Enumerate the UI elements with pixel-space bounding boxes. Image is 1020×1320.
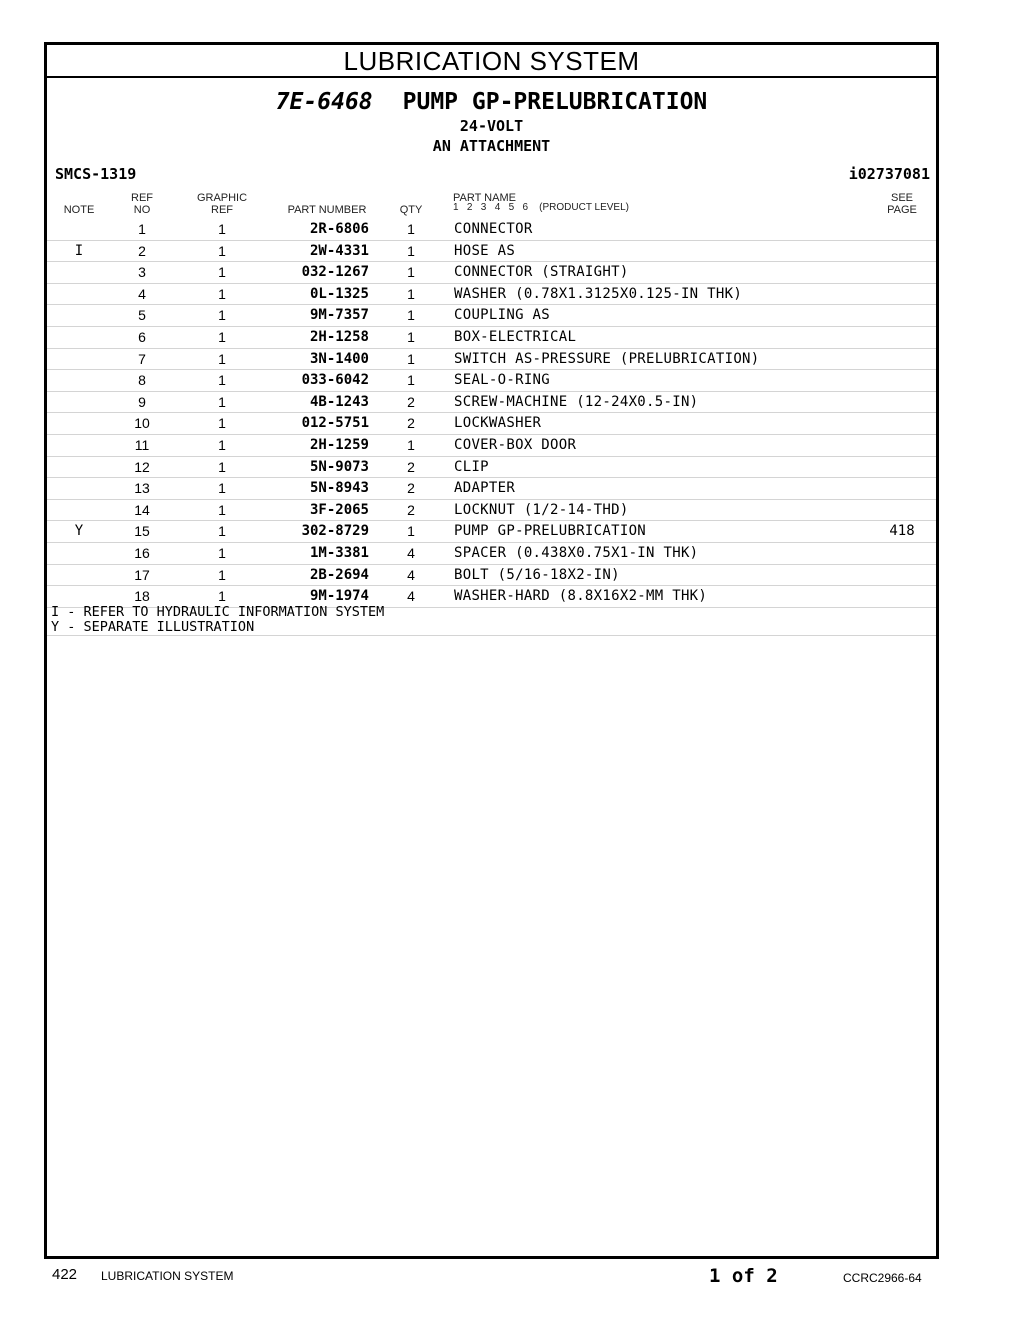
part-name: BOLT (5/16-18X2-IN): [454, 566, 620, 583]
part-ref-no: 1: [138, 221, 146, 237]
group-name: PUMP GP-PRELUBRICATION: [402, 89, 708, 115]
part-name: LOCKWASHER: [454, 415, 542, 432]
table-row: [47, 284, 936, 306]
part-ref-no: 15: [134, 523, 150, 540]
part-graphic-ref: 1: [218, 588, 226, 605]
table-row: [47, 543, 936, 565]
section-title: LUBRICATION SYSTEM: [47, 45, 936, 78]
part-graphic-ref: 1: [218, 307, 226, 324]
part-qty: 2: [407, 415, 415, 432]
group-number: 7E-6468: [275, 89, 373, 115]
part-ref-no: 10: [134, 415, 150, 432]
part-number: 2H-1258: [309, 328, 369, 345]
part-graphic-ref: 1: [218, 328, 226, 345]
col-see-page: [881, 192, 923, 216]
part-graphic-ref: 1: [218, 221, 226, 237]
table-row: [47, 241, 936, 263]
table-row: [47, 392, 936, 414]
part-name: COVER-BOX DOOR: [454, 436, 577, 453]
part-ref-no: 9: [138, 393, 146, 410]
part-graphic-ref: 1: [218, 501, 226, 518]
part-name: CONNECTOR (STRAIGHT): [454, 264, 629, 281]
table-row: [47, 457, 936, 479]
parts-table: [47, 219, 936, 608]
part-qty: 1: [407, 523, 415, 540]
table-row: [47, 219, 936, 241]
part-graphic-ref: 1: [218, 372, 226, 389]
part-number: 5N-8943: [309, 480, 369, 497]
table-row: [47, 478, 936, 500]
part-name: SEAL-O-RING: [454, 372, 551, 389]
table-row: [47, 521, 936, 543]
table-row: [47, 262, 936, 284]
part-ref-no: 6: [138, 328, 146, 345]
table-row: [47, 435, 936, 457]
table-row: [47, 413, 936, 435]
table-row: [47, 500, 936, 522]
notes-legend: [47, 605, 936, 636]
part-graphic-ref: 1: [218, 242, 226, 259]
part-graphic-ref: 1: [218, 523, 226, 540]
col-ref-no: [127, 192, 157, 216]
part-name: HOSE AS: [454, 242, 516, 259]
table-row: [47, 370, 936, 392]
part-qty: 2: [407, 501, 415, 518]
part-name: COUPLING AS: [454, 307, 551, 324]
part-graphic-ref: 1: [218, 285, 226, 302]
part-number: 2R-6806: [309, 221, 369, 237]
part-graphic-ref: 1: [218, 393, 226, 410]
part-number: 012-5751: [301, 415, 369, 432]
part-name: WASHER (0.78X1.3125X0.125-IN THK): [454, 285, 743, 302]
part-see-page: 418: [889, 523, 915, 540]
footer-code: CCRC2966-64: [843, 1271, 922, 1285]
part-name: SWITCH AS-PRESSURE (PRELUBRICATION): [454, 350, 760, 367]
part-name: CLIP: [454, 458, 489, 475]
part-name: WASHER-HARD (8.8X16X2-MM THK): [454, 588, 708, 605]
col-note: NOTE: [63, 204, 95, 216]
id-row: [47, 165, 936, 185]
part-number: 302-8729: [301, 523, 369, 540]
part-ref-no: 16: [134, 544, 150, 561]
part-name: ADAPTER: [454, 480, 516, 497]
col-qty: QTY: [399, 204, 423, 216]
part-ref-no: 18: [134, 588, 150, 605]
col-see-bottom: PAGE: [887, 204, 917, 216]
part-number: 5N-9073: [309, 458, 369, 475]
table-row: [47, 349, 936, 371]
note-y: Y - SEPARATE ILLUSTRATION: [51, 619, 255, 635]
page-frame: [44, 42, 939, 1259]
col-graphic-ref: [192, 192, 252, 216]
part-name: SCREW-MACHINE (12-24X0.5-IN): [454, 393, 699, 410]
column-headers: [47, 190, 936, 218]
part-name: LOCKNUT (1/2-14-THD): [454, 501, 629, 518]
col-product-levels: 1 2 3 4 5 6 (PRODUCT LEVEL): [453, 202, 629, 213]
footer-page-of: 1 of 2: [709, 1265, 778, 1287]
part-graphic-ref: 1: [218, 436, 226, 453]
part-graphic-ref: 1: [218, 458, 226, 475]
part-qty: 1: [407, 328, 415, 345]
part-ref-no: 17: [134, 566, 150, 583]
part-number: 032-1267: [301, 264, 369, 281]
part-graphic-ref: 1: [218, 264, 226, 281]
info-id: i02737081: [848, 165, 930, 183]
part-number: 9M-1974: [309, 588, 369, 605]
part-qty: 1: [407, 436, 415, 453]
part-number: 0L-1325: [309, 285, 369, 302]
table-row: [47, 305, 936, 327]
part-ref-no: 12: [134, 458, 150, 475]
part-graphic-ref: 1: [218, 544, 226, 561]
part-name: PUMP GP-PRELUBRICATION: [454, 523, 647, 540]
part-note: Y: [74, 523, 84, 540]
part-qty: 1: [407, 372, 415, 389]
table-row: [47, 565, 936, 587]
part-qty: 4: [407, 566, 415, 583]
smcs-code: SMCS-1319: [55, 165, 137, 183]
col-part-name: PART NAME: [453, 192, 516, 204]
part-graphic-ref: 1: [218, 480, 226, 497]
part-number: 1M-3381: [309, 544, 369, 561]
part-ref-no: 2: [138, 242, 146, 259]
part-ref-no: 5: [138, 307, 146, 324]
part-number: 2H-1259: [309, 436, 369, 453]
part-number: 3N-1400: [309, 350, 369, 367]
col-ref-top: REF: [131, 192, 153, 204]
part-ref-no: 14: [134, 501, 150, 518]
part-graphic-ref: 1: [218, 415, 226, 432]
part-note: I: [74, 242, 84, 259]
part-qty: 1: [407, 221, 415, 237]
part-qty: 1: [407, 242, 415, 259]
footer-page-number: 422: [52, 1266, 78, 1283]
part-qty: 1: [407, 350, 415, 367]
page-footer: [0, 1266, 1020, 1290]
part-qty: 4: [407, 544, 415, 561]
part-ref-no: 7: [138, 350, 146, 367]
part-qty: 1: [407, 285, 415, 302]
group-title-line: [47, 88, 936, 116]
part-qty: 1: [407, 307, 415, 324]
part-qty: 1: [407, 264, 415, 281]
group-attachment: AN ATTACHMENT: [432, 137, 551, 155]
col-part-number: PART NUMBER: [287, 204, 367, 216]
part-number: 033-6042: [301, 372, 369, 389]
group-header: [47, 88, 936, 156]
part-number: 3F-2065: [309, 501, 369, 518]
part-name: BOX-ELECTRICAL: [454, 328, 577, 345]
part-qty: 2: [407, 393, 415, 410]
col-graphic-top: GRAPHIC: [196, 192, 248, 204]
group-voltage: 24-VOLT: [459, 117, 524, 135]
part-ref-no: 4: [138, 285, 146, 302]
part-ref-no: 13: [134, 480, 150, 497]
col-graphic-bottom: REF: [211, 204, 233, 216]
part-ref-no: 11: [134, 436, 150, 453]
part-graphic-ref: 1: [218, 350, 226, 367]
part-qty: 2: [407, 480, 415, 497]
part-number: 2W-4331: [309, 242, 369, 259]
table-row: [47, 327, 936, 349]
col-see-top: SEE: [890, 192, 913, 204]
part-ref-no: 3: [138, 264, 146, 281]
col-ref-bottom: NO: [133, 204, 151, 216]
part-number: 2B-2694: [309, 566, 369, 583]
part-qty: 4: [407, 588, 415, 605]
footer-section: LUBRICATION SYSTEM: [101, 1269, 234, 1283]
note-i: I - REFER TO HYDRAULIC INFORMATION SYSTEM: [51, 604, 385, 620]
part-graphic-ref: 1: [218, 566, 226, 583]
part-name: CONNECTOR: [454, 221, 533, 237]
part-qty: 2: [407, 458, 415, 475]
part-number: 9M-7357: [309, 307, 369, 324]
part-number: 4B-1243: [309, 393, 369, 410]
part-name: SPACER (0.438X0.75X1-IN THK): [454, 544, 699, 561]
part-ref-no: 8: [138, 372, 146, 389]
